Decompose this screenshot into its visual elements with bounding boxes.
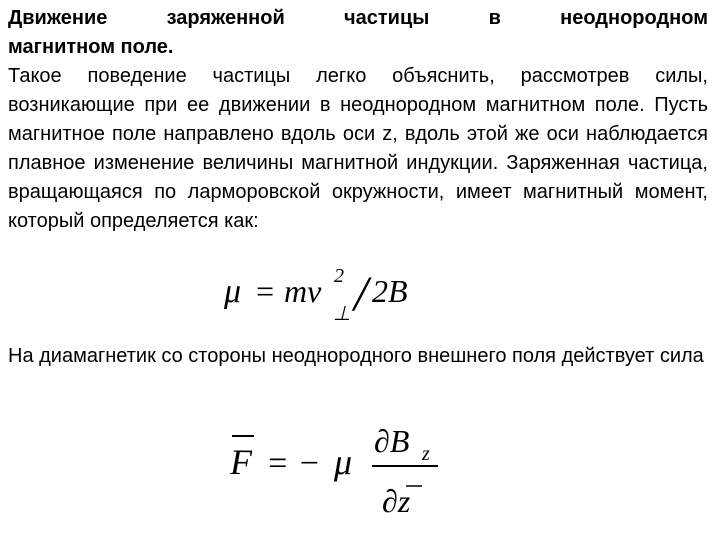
equals-sign: = <box>254 273 276 309</box>
formula-force <box>226 414 456 526</box>
denominator-dz: ∂z <box>382 483 411 519</box>
denominator-2b: 2B <box>372 273 408 309</box>
m-v-term: mv <box>284 273 322 309</box>
numerator-dbz: ∂B <box>374 423 410 459</box>
formula-magnetic-moment <box>222 262 452 328</box>
force-symbol: F <box>230 442 252 482</box>
paragraph-force: На диамагнетик со стороны неоднородного внешнего поля действует сила <box>8 345 704 367</box>
title-line-1: Движение заряженной частицы в неоднородном <box>8 7 708 29</box>
division-slash: / <box>354 265 368 321</box>
formula-force-svg <box>226 414 456 526</box>
title-line-2: магнитном поле. <box>8 36 174 58</box>
paragraph-magnetic-moment: Такое поведение частицы легко объяснить, рассмотрев силы, возникающие при ее движении в неоднородном магнитном поле. Пусть магнитное поле направлено вдоль оси z, вдоль этой же оси наблюдается плавное изменение величины магнитной индукции. Заряженная частица, вращающаяся по ларморовской окружности, имеет магнитный момент, который определяется как: <box>8 65 708 232</box>
formula-magnetic-moment-svg <box>222 262 452 328</box>
mu-factor: μ <box>334 442 353 482</box>
numerator-subscript-z: z <box>422 443 430 465</box>
v-subscript-perp: ⊥ <box>333 303 351 325</box>
v-superscript: 2 <box>334 265 344 287</box>
mu-symbol: μ <box>224 273 242 310</box>
equals-minus: = − <box>266 445 321 482</box>
slide-title <box>8 4 708 62</box>
